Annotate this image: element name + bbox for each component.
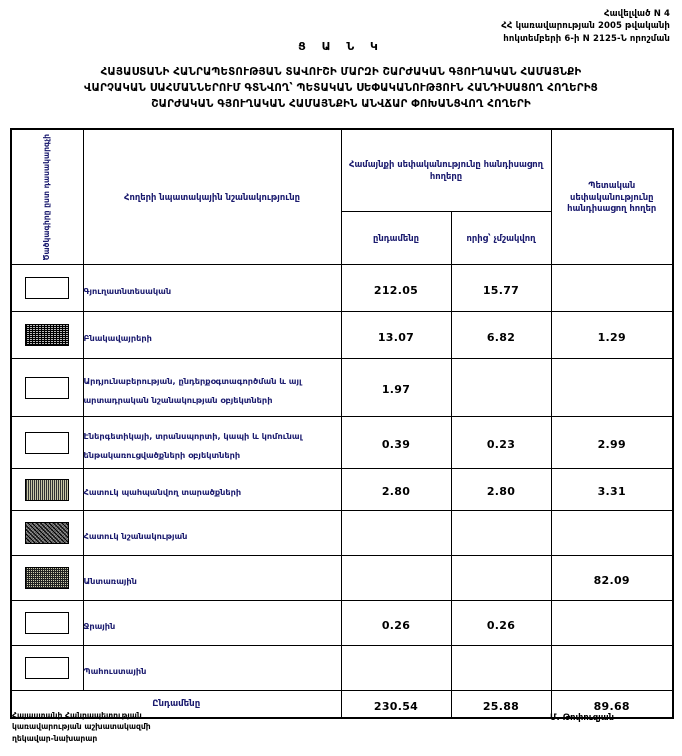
row-total-value: 0.39 <box>381 438 411 452</box>
row-unused-cell <box>451 556 551 601</box>
table-row <box>11 646 673 691</box>
row-name-label: Գյուղատնտեսական <box>83 285 172 296</box>
table-row <box>11 417 673 469</box>
row-code-cell <box>11 469 83 511</box>
row-code-cell <box>11 312 83 359</box>
signatory-name: Մ. Թոփուզյան <box>549 711 614 722</box>
row-name-cell <box>83 511 341 556</box>
row-unused-value: 0.26 <box>486 618 516 632</box>
row-total-cell <box>341 511 451 556</box>
header-name-label: Հողերի նպատակային նշանակությունը <box>124 191 300 202</box>
row-total-cell <box>341 312 451 359</box>
table-row <box>11 265 673 312</box>
signatory-line-3: ղեկավար-նախարար <box>12 733 98 743</box>
land-table-wrapper <box>10 128 672 719</box>
code-box-icon <box>25 612 69 634</box>
row-total-value: 2.80 <box>381 485 411 499</box>
row-name-cell <box>83 646 341 691</box>
title-line-2: ՎԱՐՉԱԿԱՆ ՍԱՀՄԱՆՆԵՐՈՒՄ ԳՏՆՎՈՂ՝ ՊԵՏԱԿԱՆ ՍԵՓԱԿԱՆՈՒԹՅՈՒՆ ՀԱՆԴԻՍԱՑՈՂ ՀՈՂԵՐԻՑ <box>84 82 598 94</box>
row-name-cell <box>83 469 341 511</box>
row-unused-cell <box>451 312 551 359</box>
row-name-label: Հատուկ պահպանվող տարածքների <box>83 487 242 498</box>
row-unused-value: 2.80 <box>486 485 516 499</box>
doc-ref-line1: Հավելված N 4 <box>603 9 670 19</box>
row-total-value: 0.26 <box>381 618 411 632</box>
header-name-column <box>83 129 341 265</box>
row-total-cell <box>341 359 451 417</box>
row-unused-value: 6.82 <box>486 330 516 344</box>
table-row <box>11 469 673 511</box>
row-total-value: 13.07 <box>377 330 415 344</box>
row-unused-value: 0.23 <box>486 438 516 452</box>
row-unused-cell <box>451 265 551 312</box>
row-state-cell <box>551 417 673 469</box>
page-title <box>0 65 682 112</box>
table-row <box>11 359 673 417</box>
row-name-cell <box>83 359 341 417</box>
row-name-cell <box>83 265 341 312</box>
code-box-icon <box>25 479 69 501</box>
row-name-label: Բնակավայրերի <box>83 332 152 343</box>
row-name-cell <box>83 556 341 601</box>
total-total-value: 230.54 <box>373 699 419 713</box>
row-total-cell <box>341 417 451 469</box>
header-code-label: Ծածկագիրը ըստ դասակարգչի <box>42 134 52 261</box>
header-state-label: Պետական սեփականությունը հանդիսացող հողեր <box>567 180 657 213</box>
total-state-value: 89.68 <box>593 699 630 713</box>
row-unused-cell <box>451 646 551 691</box>
row-name-label: Արդյունաբերության, ընդերքօգտագործման և այլ արտադրական նշանակության օբյեկտների <box>83 375 302 405</box>
doc-ref-line2: ՀՀ կառավարության 2005 թվականի <box>501 21 670 32</box>
row-state-value: 82.09 <box>593 573 630 587</box>
row-unused-cell <box>451 469 551 511</box>
row-code-cell <box>11 359 83 417</box>
code-box-icon <box>25 324 69 346</box>
title-block <box>0 40 682 112</box>
table-row <box>11 601 673 646</box>
row-code-cell <box>11 646 83 691</box>
row-state-cell <box>551 646 673 691</box>
row-name-cell <box>83 601 341 646</box>
row-unused-cell <box>451 359 551 417</box>
code-box-icon <box>25 377 69 399</box>
row-unused-cell <box>451 601 551 646</box>
header-subtotal-column <box>341 212 451 265</box>
row-name-label: Էներգետիկայի, տրանսպորտի, կապի և կոմունալ ենթակառուցվածքների օբյեկտների <box>83 430 303 460</box>
code-box-icon <box>25 567 69 589</box>
row-total-value: 212.05 <box>373 283 419 297</box>
table-body <box>11 265 673 719</box>
header-community-label: Համայնքի սեփականությունը հանդիսացող հողերը <box>349 159 543 181</box>
header-subtotal-label: ընդամենը <box>372 232 420 243</box>
row-state-cell <box>551 511 673 556</box>
signatory-title <box>12 710 151 744</box>
row-state-cell <box>551 469 673 511</box>
code-box-icon <box>25 657 69 679</box>
row-total-cell <box>341 469 451 511</box>
row-name-label: Ջրային <box>83 620 116 631</box>
title-line-1: ՀԱՅԱՍՏԱՆԻ ՀԱՆՐԱՊԵՏՈՒԹՅԱՆ ՏԱՎՈՒՇԻ ՄԱՐԶԻ ՇԱՐԺԱԿԱՆ ԳՅՈՒՂԱԿԱՆ ՀԱՄԱՅՆՔԻ <box>100 67 582 78</box>
document-kind: Ց Ա Ն Կ <box>298 40 384 53</box>
signatory-line-2: կառավարության աշխատակազմի <box>12 722 151 732</box>
land-table <box>10 128 674 719</box>
doc-ref-line3: հոկտեմբերի 6-ի N 2125-Ն որոշման <box>503 33 670 44</box>
table-row <box>11 511 673 556</box>
row-total-cell <box>341 265 451 312</box>
row-unused-cell <box>451 511 551 556</box>
total-unused-value: 25.88 <box>482 699 520 713</box>
row-state-cell <box>551 265 673 312</box>
row-state-cell <box>551 556 673 601</box>
row-state-cell <box>551 312 673 359</box>
row-total-cell <box>341 601 451 646</box>
total-label: Ընդամենը <box>152 699 201 710</box>
row-state-value: 3.31 <box>597 485 626 499</box>
row-code-cell <box>11 265 83 312</box>
header-community-group <box>341 129 551 212</box>
code-box-icon <box>25 277 69 299</box>
row-name-cell <box>83 312 341 359</box>
table-row <box>11 556 673 601</box>
row-code-cell <box>11 556 83 601</box>
row-unused-value: 15.77 <box>482 283 520 297</box>
row-total-value: 1.97 <box>381 383 411 397</box>
code-box-icon <box>25 522 69 544</box>
row-name-label: Հատուկ նշանակության <box>83 530 188 541</box>
header-unused-column <box>451 212 551 265</box>
table-header-row <box>11 129 673 212</box>
row-total-cell <box>341 556 451 601</box>
row-name-label: Պահուստային <box>83 665 147 676</box>
document-footer <box>12 710 670 744</box>
header-code-column <box>11 129 83 265</box>
table-row <box>11 312 673 359</box>
header-unused-label: որից՝ չմշակվող <box>466 232 536 243</box>
header-state-column <box>551 129 673 265</box>
row-state-value: 1.29 <box>597 330 626 344</box>
signatory-line-1: Հայաստանի Հանրապետության <box>12 710 142 720</box>
row-state-cell <box>551 601 673 646</box>
row-name-cell <box>83 417 341 469</box>
row-code-cell <box>11 601 83 646</box>
row-code-cell <box>11 417 83 469</box>
row-state-value: 2.99 <box>597 438 626 452</box>
row-unused-cell <box>451 417 551 469</box>
title-line-3: ՇԱՐԺԱԿԱՆ ԳՅՈՒՂԱԿԱՆ ՀԱՄԱՅՆՔԻՆ ԱՆՎՃԱՐ ՓՈԽԱՆՑՎՈՂ ՀՈՂԵՐԻ <box>151 98 531 110</box>
row-name-label: Անտառային <box>83 575 137 586</box>
row-code-cell <box>11 511 83 556</box>
code-box-icon <box>25 432 69 454</box>
row-state-cell <box>551 359 673 417</box>
row-total-cell <box>341 646 451 691</box>
